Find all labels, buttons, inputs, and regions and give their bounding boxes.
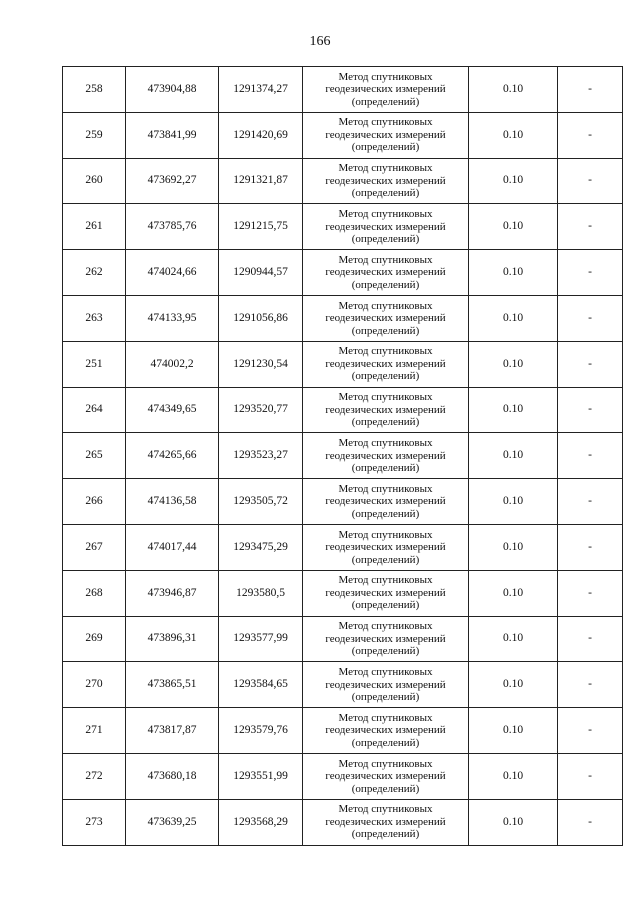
point-number-cell: 269 xyxy=(63,616,126,662)
method-line: Метод спутниковых xyxy=(338,620,433,633)
method-line: геодезических измерений xyxy=(325,357,446,370)
x-coordinate-cell: 474017,44 xyxy=(126,524,219,570)
point-number-cell: 272 xyxy=(63,753,126,799)
method-line: (определений) xyxy=(351,95,420,108)
method-cell xyxy=(303,341,469,387)
y-coordinate-cell: 1293523,27 xyxy=(219,433,303,479)
method-cell xyxy=(303,112,469,158)
extra-cell: - xyxy=(558,204,623,250)
accuracy-cell: 0.10 xyxy=(469,387,558,433)
accuracy-cell: 0.10 xyxy=(469,570,558,616)
table-row xyxy=(63,570,623,616)
accuracy-cell: 0.10 xyxy=(469,112,558,158)
table-row xyxy=(63,479,623,525)
method-line: Метод спутниковых xyxy=(338,757,433,770)
method-cell xyxy=(303,250,469,296)
method-line: Метод спутниковых xyxy=(338,208,433,221)
point-number-cell: 260 xyxy=(63,158,126,204)
x-coordinate-cell: 473946,87 xyxy=(126,570,219,616)
method-line: геодезических измерений xyxy=(325,312,446,325)
method-line: геодезических измерений xyxy=(325,632,446,645)
method-line: (определений) xyxy=(351,141,420,154)
method-line: (определений) xyxy=(351,278,420,291)
table-row xyxy=(63,616,623,662)
method-line: (определений) xyxy=(351,645,420,658)
point-number-cell: 270 xyxy=(63,662,126,708)
x-coordinate-cell: 473692,27 xyxy=(126,158,219,204)
point-number-cell: 266 xyxy=(63,479,126,525)
y-coordinate-cell: 1290944,57 xyxy=(219,250,303,296)
x-coordinate-cell: 474133,95 xyxy=(126,295,219,341)
accuracy-cell: 0.10 xyxy=(469,616,558,662)
table-row xyxy=(63,158,623,204)
x-coordinate-cell: 474349,65 xyxy=(126,387,219,433)
y-coordinate-cell: 1293580,5 xyxy=(219,570,303,616)
table-row xyxy=(63,341,623,387)
accuracy-cell: 0.10 xyxy=(469,204,558,250)
method-cell xyxy=(303,387,469,433)
method-line: геодезических измерений xyxy=(325,220,446,233)
method-line: геодезических измерений xyxy=(325,678,446,691)
method-line: геодезических измерений xyxy=(325,403,446,416)
table-row xyxy=(63,295,623,341)
method-cell xyxy=(303,799,469,845)
y-coordinate-cell: 1293579,76 xyxy=(219,708,303,754)
method-line: Метод спутниковых xyxy=(338,437,433,450)
x-coordinate-cell: 473785,76 xyxy=(126,204,219,250)
method-line: (определений) xyxy=(351,187,420,200)
method-line: (определений) xyxy=(351,370,420,383)
method-line: (определений) xyxy=(351,233,420,246)
accuracy-cell: 0.10 xyxy=(469,753,558,799)
x-coordinate-cell: 474265,66 xyxy=(126,433,219,479)
x-coordinate-cell: 473896,31 xyxy=(126,616,219,662)
method-line: (определений) xyxy=(351,462,420,475)
point-number-cell: 261 xyxy=(63,204,126,250)
extra-cell: - xyxy=(558,295,623,341)
y-coordinate-cell: 1291321,87 xyxy=(219,158,303,204)
extra-cell: - xyxy=(558,708,623,754)
y-coordinate-cell: 1293475,29 xyxy=(219,524,303,570)
x-coordinate-cell: 473841,99 xyxy=(126,112,219,158)
method-cell xyxy=(303,662,469,708)
method-line: Метод спутниковых xyxy=(338,162,433,175)
point-number-cell: 251 xyxy=(63,341,126,387)
point-number-cell: 273 xyxy=(63,799,126,845)
accuracy-cell: 0.10 xyxy=(469,433,558,479)
method-line: (определений) xyxy=(351,324,420,337)
table-row xyxy=(63,67,623,113)
method-line: геодезических измерений xyxy=(325,174,446,187)
page-number: 166 xyxy=(309,34,331,49)
method-line: Метод спутниковых xyxy=(338,482,433,495)
x-coordinate-cell: 474136,58 xyxy=(126,479,219,525)
method-line: Метод спутниковых xyxy=(338,528,433,541)
method-cell xyxy=(303,204,469,250)
accuracy-cell: 0.10 xyxy=(469,250,558,296)
accuracy-cell: 0.10 xyxy=(469,295,558,341)
table-row xyxy=(63,708,623,754)
extra-cell: - xyxy=(558,479,623,525)
extra-cell: - xyxy=(558,250,623,296)
table-row xyxy=(63,662,623,708)
method-cell xyxy=(303,708,469,754)
y-coordinate-cell: 1291056,86 xyxy=(219,295,303,341)
accuracy-cell: 0.10 xyxy=(469,479,558,525)
method-line: (определений) xyxy=(351,553,420,566)
point-number-cell: 262 xyxy=(63,250,126,296)
method-line: Метод спутниковых xyxy=(338,253,433,266)
y-coordinate-cell: 1293551,99 xyxy=(219,753,303,799)
method-cell xyxy=(303,295,469,341)
table-row xyxy=(63,250,623,296)
x-coordinate-cell: 473904,88 xyxy=(126,67,219,113)
point-number-cell: 263 xyxy=(63,295,126,341)
extra-cell: - xyxy=(558,662,623,708)
table-row xyxy=(63,112,623,158)
method-line: (определений) xyxy=(351,507,420,520)
method-line: (определений) xyxy=(351,599,420,612)
coordinates-table xyxy=(62,66,623,846)
y-coordinate-cell: 1291230,54 xyxy=(219,341,303,387)
point-number-cell: 265 xyxy=(63,433,126,479)
y-coordinate-cell: 1291420,69 xyxy=(219,112,303,158)
method-line: геодезических измерений xyxy=(325,541,446,554)
extra-cell: - xyxy=(558,433,623,479)
point-number-cell: 268 xyxy=(63,570,126,616)
extra-cell: - xyxy=(558,67,623,113)
method-line: геодезических измерений xyxy=(325,495,446,508)
x-coordinate-cell: 474024,66 xyxy=(126,250,219,296)
method-line: (определений) xyxy=(351,782,420,795)
y-coordinate-cell: 1293577,99 xyxy=(219,616,303,662)
coordinates-table-body xyxy=(63,67,623,846)
method-cell xyxy=(303,524,469,570)
extra-cell: - xyxy=(558,158,623,204)
method-line: геодезических измерений xyxy=(325,83,446,96)
method-line: (определений) xyxy=(351,691,420,703)
method-line: геодезических измерений xyxy=(325,724,446,737)
method-line: Метод спутниковых xyxy=(338,803,433,816)
method-line: геодезических измерений xyxy=(325,586,446,599)
extra-cell: - xyxy=(558,112,623,158)
method-cell xyxy=(303,570,469,616)
y-coordinate-cell: 1291374,27 xyxy=(219,67,303,113)
method-line: (определений) xyxy=(351,828,420,841)
method-line: Метод спутниковых xyxy=(338,711,433,724)
y-coordinate-cell: 1291215,75 xyxy=(219,204,303,250)
method-line: (определений) xyxy=(351,736,420,749)
extra-cell: - xyxy=(558,570,623,616)
table-row xyxy=(63,799,623,845)
x-coordinate-cell: 473680,18 xyxy=(126,753,219,799)
method-line: Метод спутниковых xyxy=(338,299,433,312)
method-line: Метод спутниковых xyxy=(338,391,433,404)
extra-cell: - xyxy=(558,799,623,845)
method-cell xyxy=(303,616,469,662)
y-coordinate-cell: 1293584,65 xyxy=(219,662,303,708)
y-coordinate-cell: 1293505,72 xyxy=(219,479,303,525)
extra-cell: - xyxy=(558,524,623,570)
method-cell xyxy=(303,433,469,479)
method-cell xyxy=(303,158,469,204)
method-cell xyxy=(303,67,469,113)
x-coordinate-cell: 473817,87 xyxy=(126,708,219,754)
method-line: Метод спутниковых xyxy=(338,666,433,678)
method-line: геодезических измерений xyxy=(325,449,446,462)
method-line: геодезических измерений xyxy=(325,770,446,783)
x-coordinate-cell: 473865,51 xyxy=(126,662,219,708)
method-cell xyxy=(303,753,469,799)
point-number-cell: 258 xyxy=(63,67,126,113)
extra-cell: - xyxy=(558,753,623,799)
accuracy-cell: 0.10 xyxy=(469,708,558,754)
y-coordinate-cell: 1293520,77 xyxy=(219,387,303,433)
extra-cell: - xyxy=(558,387,623,433)
accuracy-cell: 0.10 xyxy=(469,67,558,113)
table-row xyxy=(63,524,623,570)
extra-cell: - xyxy=(558,616,623,662)
method-line: Метод спутниковых xyxy=(338,70,433,83)
accuracy-cell: 0.10 xyxy=(469,662,558,708)
table-row xyxy=(63,753,623,799)
method-line: (определений) xyxy=(351,416,420,429)
method-line: геодезических измерений xyxy=(325,266,446,279)
x-coordinate-cell: 474002,2 xyxy=(126,341,219,387)
point-number-cell: 267 xyxy=(63,524,126,570)
table-row xyxy=(63,204,623,250)
point-number-cell: 264 xyxy=(63,387,126,433)
point-number-cell: 271 xyxy=(63,708,126,754)
accuracy-cell: 0.10 xyxy=(469,524,558,570)
method-line: Метод спутниковых xyxy=(338,345,433,358)
method-cell xyxy=(303,479,469,525)
method-line: геодезических измерений xyxy=(325,815,446,828)
point-number-cell: 259 xyxy=(63,112,126,158)
method-line: Метод спутниковых xyxy=(338,574,433,587)
x-coordinate-cell: 473639,25 xyxy=(126,799,219,845)
y-coordinate-cell: 1293568,29 xyxy=(219,799,303,845)
accuracy-cell: 0.10 xyxy=(469,799,558,845)
method-line: Метод спутниковых xyxy=(338,116,433,129)
extra-cell: - xyxy=(558,341,623,387)
accuracy-cell: 0.10 xyxy=(469,341,558,387)
table-row xyxy=(63,387,623,433)
accuracy-cell: 0.10 xyxy=(469,158,558,204)
method-line: геодезических измерений xyxy=(325,128,446,141)
table-row xyxy=(63,433,623,479)
